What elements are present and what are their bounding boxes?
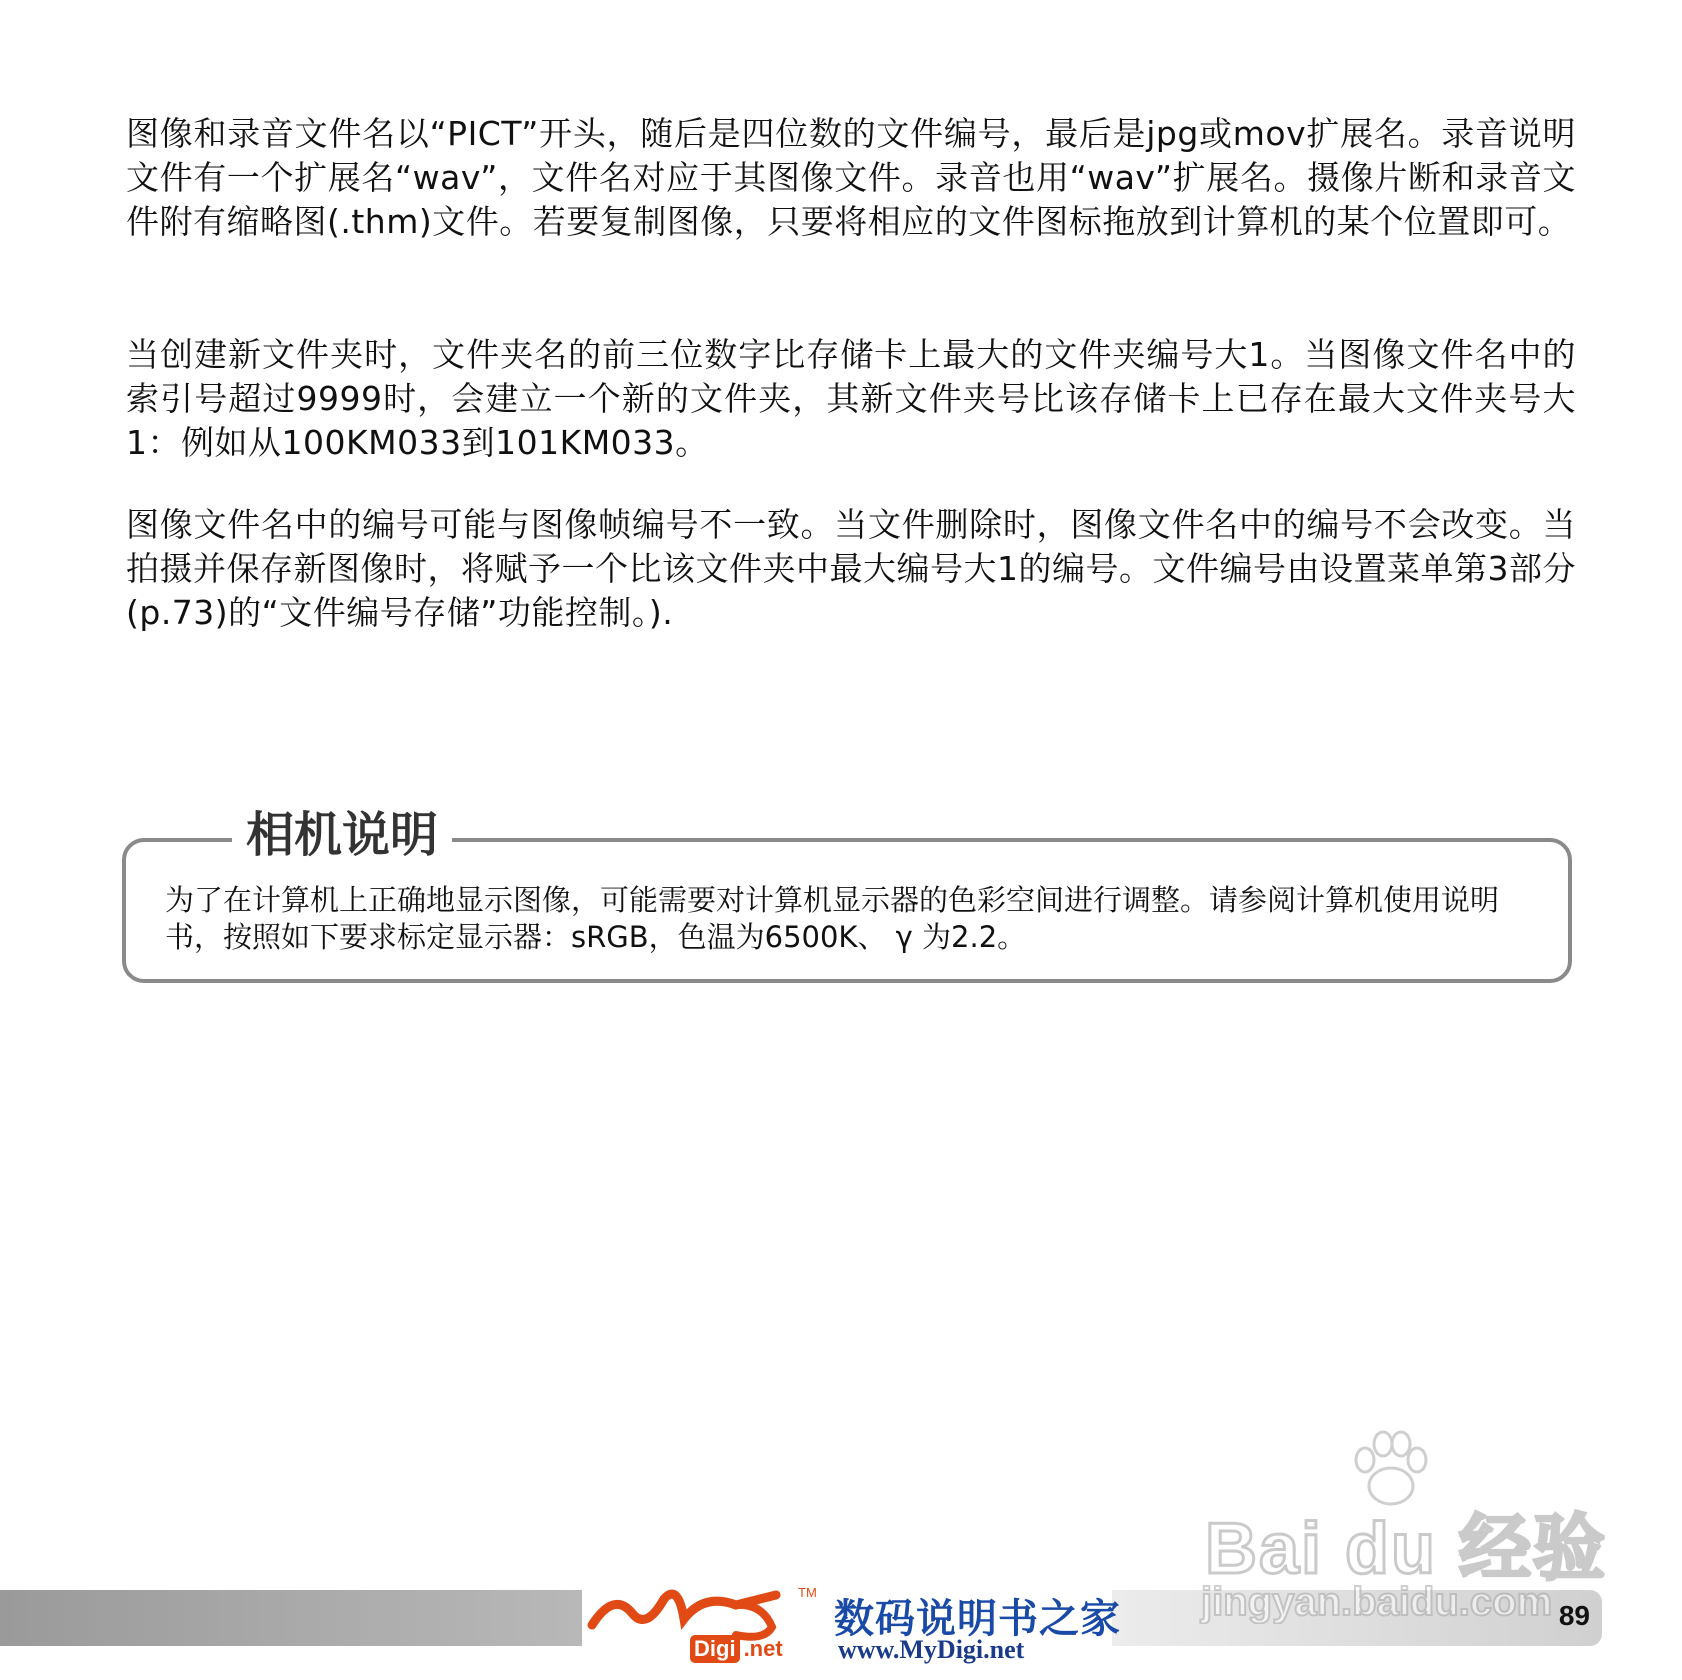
paragraph-file-naming: 图像和录音文件名以“PICT”开头，随后是四位数的文件编号，最后是jpg或mov扩展名。录音说明文件有一个扩展名“wav”，文件名对应于其图像文件。录音也用“wav”扩展名。摄像片断和录音文件附有缩略图(.thm)文件。若要复制图像，只要将相应的文件图标拖放到计算机的某个位置即可。	[126, 114, 1576, 241]
camera-note-title: 相机说明	[232, 803, 452, 867]
page-number: 89	[1558, 1600, 1590, 1631]
logo-chinese-name: 数码说明书之家	[834, 1595, 1121, 1642]
watermark-url: jingyan.baidu.com	[1201, 1580, 1553, 1624]
camera-note-text: 为了在计算机上正确地显示图像，可能需要对计算机显示器的色彩空间进行调整。请参阅计算机使用说明书，按照如下要求标定显示器：sRGB，色温为6500K、 γ 为2.2。	[165, 883, 1500, 954]
watermark-brand: Bai du 经验	[1205, 1509, 1608, 1589]
mydigi-logo	[586, 1585, 1121, 1665]
logo-url: www.MyDigi.net	[838, 1635, 1025, 1664]
logo-digi-net	[690, 1635, 810, 1663]
footer-bar-left	[0, 1590, 582, 1646]
paragraph-file-number-consistency: 图像文件名中的编号可能与图像帧编号不一致。当文件删除时，图像文件名中的编号不会改变。当拍摄并保存新图像时，将赋予一个比该文件夹中最大编号大1的编号。文件编号由设置菜单第3部分(p.73)的“文件编号存储”功能控制。).	[126, 505, 1576, 632]
logo-trademark: TM	[798, 1585, 817, 1600]
logo-digi-badge: Digi	[690, 1635, 740, 1663]
paragraph-folder-numbering: 当创建新文件夹时，文件夹名的前三位数字比存储卡上最大的文件夹编号大1。当图像文件名中的索引号超过9999时，会建立一个新的文件夹，其新文件夹号比该存储卡上已存在最大文件夹号大1：例如从100KM033到101KM033。	[126, 335, 1576, 462]
logo-net-text: .net	[743, 1636, 783, 1661]
